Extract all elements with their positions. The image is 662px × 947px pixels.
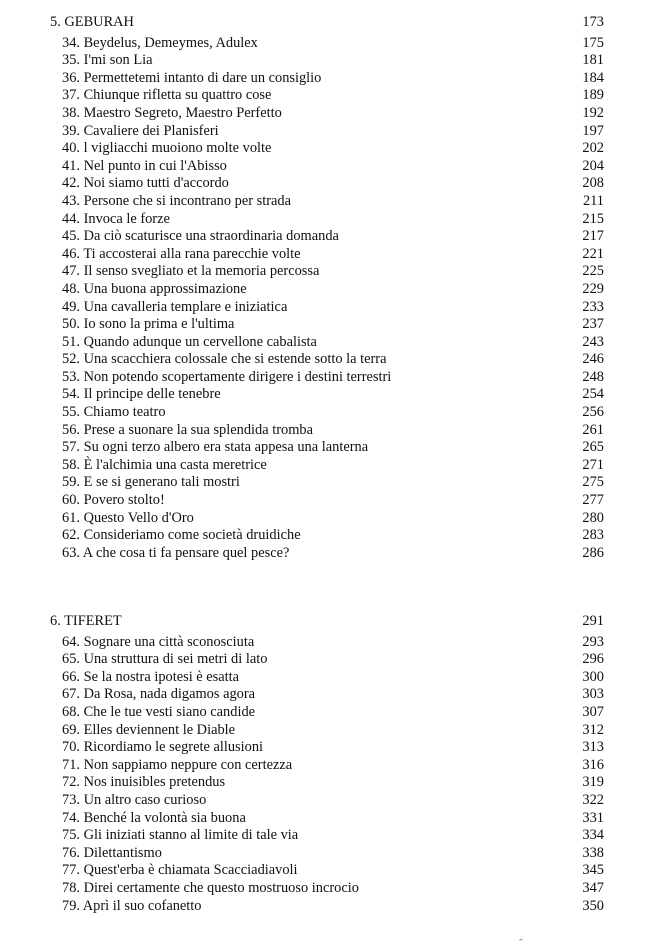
toc-entry xyxy=(0,334,662,352)
toc-entry xyxy=(0,140,662,158)
toc-entry xyxy=(0,898,662,916)
entry-page-number: 202 xyxy=(582,140,604,157)
entry-page-number: 350 xyxy=(582,897,604,914)
entry-page-number: 312 xyxy=(582,721,604,738)
entry-title: 62. Consideriamo come società druidiche xyxy=(62,527,301,544)
entry-title: 47. Il senso svegliato et la memoria percossa xyxy=(62,263,320,280)
toc-entry xyxy=(0,246,662,264)
toc-entry xyxy=(0,827,662,845)
entry-title: 55. Chiamo teatro xyxy=(62,404,166,421)
entry-title: 46. Ti accosterai alla rana parecchie volte xyxy=(62,245,301,262)
toc-entry xyxy=(0,228,662,246)
entry-title: 51. Quando adunque un cervellone cabalista xyxy=(62,333,317,350)
toc-entry xyxy=(0,686,662,704)
section-heading-row xyxy=(0,14,662,32)
toc-entry xyxy=(0,123,662,141)
toc-entry xyxy=(0,52,662,70)
entry-page-number: 237 xyxy=(582,316,604,333)
entry-page-number: 286 xyxy=(582,544,604,561)
toc-entry xyxy=(0,87,662,105)
entry-page-number: 246 xyxy=(582,351,604,368)
entry-title: 68. Che le tue vesti siano candide xyxy=(62,703,256,720)
entry-title: 77. Quest'erba è chiamata Scacciadiavoli xyxy=(62,862,298,879)
toc-entry xyxy=(0,386,662,404)
entry-page-number: 280 xyxy=(582,509,604,526)
entry-page-number: 221 xyxy=(582,245,604,262)
entry-page-number: 175 xyxy=(582,34,604,51)
entry-title: 39. Cavaliere dei Planisferi xyxy=(62,122,219,139)
entry-page-number: 204 xyxy=(582,157,604,174)
entry-title: 63. A che cosa ti fa pensare quel pesce? xyxy=(62,544,290,561)
entry-title: 43. Persone che si incontrano per strada xyxy=(62,192,291,209)
entry-title: 73. Un altro caso curioso xyxy=(62,791,207,808)
entry-page-number: 229 xyxy=(582,280,604,297)
entry-page-number: 283 xyxy=(582,527,604,544)
section-heading: 6. TIFERET xyxy=(50,613,122,629)
entry-title: 41. Nel punto in cui l'Abisso xyxy=(62,157,227,174)
entry-title: 40. l vigliacchi muoiono molte volte xyxy=(62,140,272,157)
section-heading: 5. GEBURAH xyxy=(50,14,134,30)
entry-page-number: 233 xyxy=(582,298,604,315)
toc-entry xyxy=(0,862,662,880)
toc-entry xyxy=(0,774,662,792)
entry-title: 65. Una struttura di sei metri di lato xyxy=(62,651,268,668)
toc-section-geburah xyxy=(0,14,662,562)
entry-title: 35. I'mi son Lia xyxy=(62,52,153,69)
section-page-number: 291 xyxy=(582,613,604,629)
toc-entry xyxy=(0,316,662,334)
toc-entry xyxy=(0,404,662,422)
toc-entry xyxy=(0,510,662,528)
entry-page-number: 189 xyxy=(582,87,604,104)
entry-page-number: 275 xyxy=(582,474,604,491)
toc-entry xyxy=(0,263,662,281)
entry-title: 44. Invoca le forze xyxy=(62,210,170,227)
entry-title: 66. Se la nostra ipotesi è esatta xyxy=(62,668,240,685)
toc-entry xyxy=(0,792,662,810)
toc-entry xyxy=(0,299,662,317)
entry-page-number: 293 xyxy=(582,633,604,650)
entry-page-number: 215 xyxy=(582,210,604,227)
entry-title: 72. Nos inuisibles pretendus xyxy=(62,774,226,791)
entry-page-number: 303 xyxy=(582,686,604,703)
entry-page-number: 296 xyxy=(582,651,604,668)
toc-entry xyxy=(0,492,662,510)
entry-title: 36. Permettetemi intanto di dare un consiglio xyxy=(62,69,322,86)
toc-entry xyxy=(0,211,662,229)
entry-page-number: 316 xyxy=(582,756,604,773)
entry-page-number: 261 xyxy=(582,421,604,438)
toc-entry xyxy=(0,439,662,457)
section-page-number: 173 xyxy=(582,14,604,30)
toc-entry xyxy=(0,105,662,123)
entry-page-number: 208 xyxy=(582,175,604,192)
entry-title: 58. È l'alchimia una casta meretrice xyxy=(62,456,267,473)
entry-title: 54. Il principe delle tenebre xyxy=(62,386,221,403)
entry-title: 34. Beydelus, Demeymes, Adulex xyxy=(62,34,258,51)
toc-entry xyxy=(0,422,662,440)
entry-page-number: 256 xyxy=(582,404,604,421)
entry-page-number: 225 xyxy=(582,263,604,280)
entry-title: 37. Chiunque rifletta su quattro cose xyxy=(62,87,272,104)
entry-page-number: 322 xyxy=(582,791,604,808)
entry-title: 76. Dilettantismo xyxy=(62,844,162,861)
section-heading-row xyxy=(0,613,662,631)
toc-entry xyxy=(0,880,662,898)
toc-entry xyxy=(0,757,662,775)
entry-page-number: 313 xyxy=(582,739,604,756)
toc-entry xyxy=(0,351,662,369)
entry-page-number: 211 xyxy=(582,192,604,209)
toc-entry xyxy=(0,651,662,669)
entry-title: 60. Povero stolto! xyxy=(62,492,165,509)
entry-title: 38. Maestro Segreto, Maestro Perfetto xyxy=(62,104,282,121)
entry-title: 59. E se si generano tali mostri xyxy=(62,474,240,491)
entry-title: 61. Questo Vello d'Oro xyxy=(62,509,194,526)
entry-page-number: 334 xyxy=(582,827,604,844)
entry-title: 75. Gli iniziati stanno al limite di tale via xyxy=(62,827,299,844)
toc-entry xyxy=(0,845,662,863)
toc-entry xyxy=(0,722,662,740)
entry-page-number: 192 xyxy=(582,104,604,121)
entry-page-number: 345 xyxy=(582,862,604,879)
entry-title: 49. Una cavalleria templare e iniziatica xyxy=(62,298,288,315)
entry-title: 79. Aprì il suo cofanetto xyxy=(62,897,202,914)
entry-page-number: 243 xyxy=(582,333,604,350)
entry-page-number: 277 xyxy=(582,492,604,509)
toc-entry xyxy=(0,457,662,475)
entry-page-number: 265 xyxy=(582,439,604,456)
entry-page-number: 254 xyxy=(582,386,604,403)
entry-page-number: 181 xyxy=(582,52,604,69)
entry-title: 78. Direi certamente che questo mostruoso incrocio xyxy=(62,879,359,896)
entry-page-number: 300 xyxy=(582,668,604,685)
entry-title: 42. Noi siamo tutti d'accordo xyxy=(62,175,229,192)
toc-entry xyxy=(0,369,662,387)
toc-section-tiferet xyxy=(0,613,662,915)
entry-title: 57. Su ogni terzo albero era stata appesa una lanterna xyxy=(62,439,369,456)
entry-page-number: 347 xyxy=(582,879,604,896)
toc-entry xyxy=(0,35,662,53)
toc-entry xyxy=(0,545,662,563)
entry-page-number: 184 xyxy=(582,69,604,86)
section-entries xyxy=(0,35,662,563)
toc-entry xyxy=(0,193,662,211)
toc-entry xyxy=(0,634,662,652)
entry-title: 64. Sognare una città sconosciuta xyxy=(62,633,255,650)
entry-title: 45. Da ciò scaturisce una straordinaria domanda xyxy=(62,228,339,245)
entry-title: 52. Una scacchiera colossale che si estende sotto la terra xyxy=(62,351,387,368)
toc-entry xyxy=(0,669,662,687)
entry-title: 70. Ricordiamo le segrete allusioni xyxy=(62,739,264,756)
entry-page-number: 271 xyxy=(582,456,604,473)
entry-page-number: 338 xyxy=(582,844,604,861)
entry-title: 48. Una buona approssimazione xyxy=(62,280,247,297)
entry-page-number: 331 xyxy=(582,809,604,826)
entry-title: 50. Io sono la prima e l'ultima xyxy=(62,316,235,333)
toc-entry xyxy=(0,704,662,722)
toc-entry xyxy=(0,739,662,757)
entry-page-number: 197 xyxy=(582,122,604,139)
section-entries xyxy=(0,634,662,916)
toc-entry xyxy=(0,281,662,299)
toc-entry xyxy=(0,474,662,492)
entry-page-number: 248 xyxy=(582,368,604,385)
toc-entry xyxy=(0,70,662,88)
entry-title: 74. Benché la volontà sia buona xyxy=(62,809,246,826)
entry-title: 71. Non sappiamo neppure con certezza xyxy=(62,756,293,773)
toc-entry xyxy=(0,175,662,193)
entry-page-number: 319 xyxy=(582,774,604,791)
scan-mark xyxy=(519,939,523,943)
entry-title: 53. Non potendo scopertamente dirigere i destini terrestri xyxy=(62,368,392,385)
entry-title: 69. Elles deviennent le Diable xyxy=(62,721,236,738)
entry-page-number: 217 xyxy=(582,228,604,245)
entry-title: 67. Da Rosa, nada digamos agora xyxy=(62,686,256,703)
toc-entry xyxy=(0,527,662,545)
toc-entry xyxy=(0,810,662,828)
toc-entry xyxy=(0,158,662,176)
entry-title: 56. Prese a suonare la sua splendida tromba xyxy=(62,421,313,438)
entry-page-number: 307 xyxy=(582,703,604,720)
